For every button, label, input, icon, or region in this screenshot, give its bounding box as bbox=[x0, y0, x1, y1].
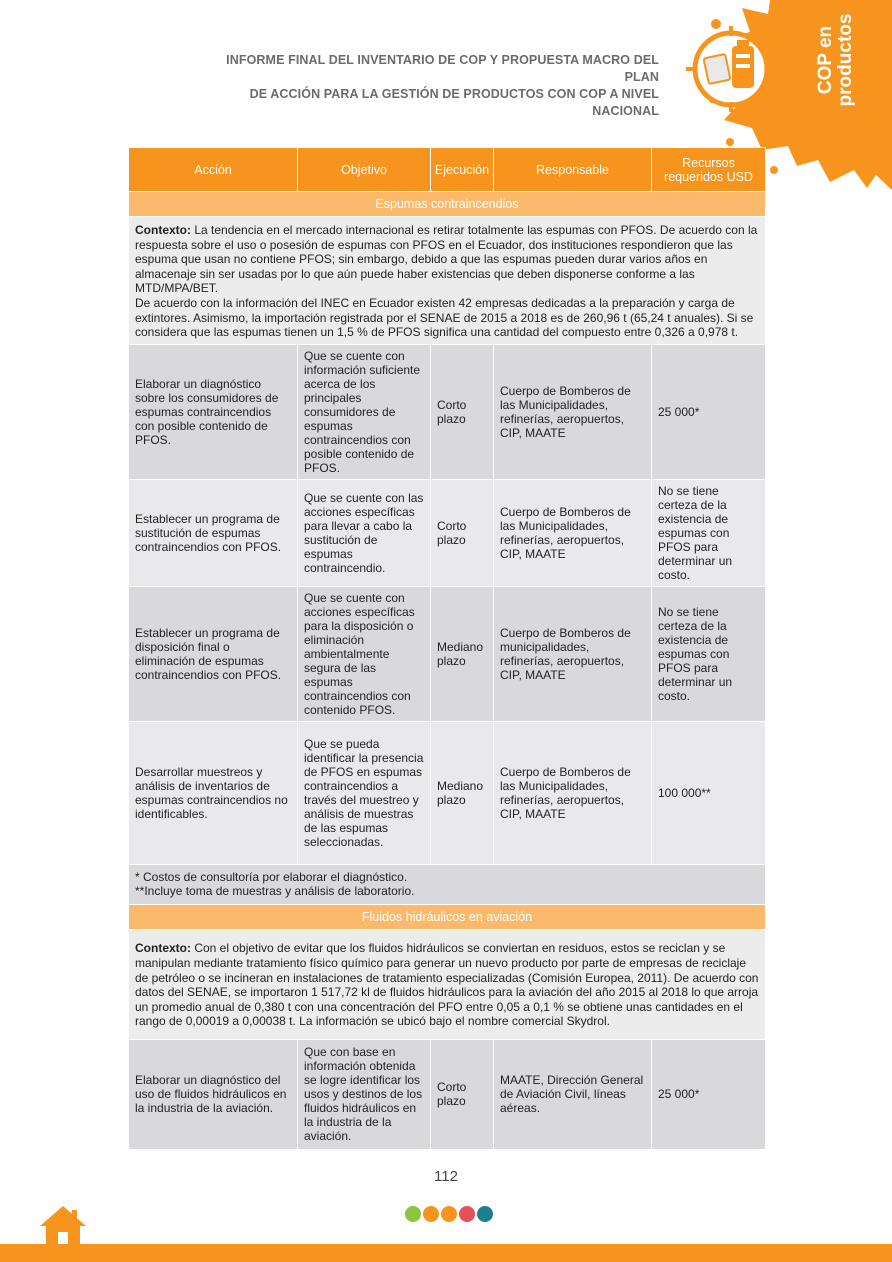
document-header-title bbox=[189, 52, 659, 120]
cell-ejecucion: Mediano plazo bbox=[431, 586, 494, 721]
table-row bbox=[129, 1039, 766, 1149]
footer-color-dots bbox=[405, 1206, 493, 1222]
cell-accion: Establecer un programa de disposición final o eliminación de espumas contraincendios con PFOS. bbox=[129, 586, 298, 721]
header-title-line2: DE ACCIÓN PARA LA GESTIÓN DE PRODUCTOS CON COP A NIVEL NACIONAL bbox=[249, 87, 659, 118]
cell-ejecucion: Mediano plazo bbox=[431, 721, 494, 864]
cell-accion: Establecer un programa de sustitución de espumas contraincendios con PFOS. bbox=[129, 479, 298, 586]
cell-responsable: MAATE, Dirección General de Aviación Civil, líneas aéreas. bbox=[494, 1039, 652, 1149]
cell-accion: Elaborar un diagnóstico sobre los consumidores de espumas contraincendios con posible contenido de PFOS. bbox=[129, 344, 298, 479]
footer-dot-green bbox=[405, 1206, 421, 1222]
cell-responsable: Cuerpo de Bomberos de las Municipalidades, refinerías, aeropuertos, CIP, MAATE bbox=[494, 344, 652, 479]
cell-objetivo: Que se cuente con información suficiente acerca de los principales consumidores de espumas contraincendios con posible contenido de PFOS. bbox=[298, 344, 431, 479]
footer-dot-orange bbox=[423, 1206, 439, 1222]
table-header-row bbox=[129, 148, 766, 192]
column-header-accion: Acción bbox=[129, 148, 298, 192]
cell-objetivo: Que se cuente con acciones específicas para la disposición o eliminación ambientalmente segura de las espumas contraincendios con contenido PFOS. bbox=[298, 586, 431, 721]
column-header-responsable: Responsable bbox=[494, 148, 652, 192]
header-title-line1: INFORME FINAL DEL INVENTARIO DE COP Y PROPUESTA MACRO DEL PLAN bbox=[226, 53, 659, 84]
cell-recursos: 25 000* bbox=[652, 344, 766, 479]
cell-responsable: Cuerpo de Bomberos de municipalidades, refinerías, aeropuertos, CIP, MAATE bbox=[494, 586, 652, 721]
footer-dot-red bbox=[459, 1206, 475, 1222]
footer-dot-teal bbox=[477, 1206, 493, 1222]
home-icon[interactable] bbox=[38, 1204, 88, 1246]
footer-orange-bar bbox=[0, 1244, 892, 1262]
cell-recursos: 100 000** bbox=[652, 721, 766, 864]
cell-ejecucion: Corto plazo bbox=[431, 1039, 494, 1149]
cell-recursos: No se tiene certeza de la existencia de espumas con PFOS para determinar un costo. bbox=[652, 586, 766, 721]
cell-responsable: Cuerpo de Bomberos de las Municipalidades, refinerías, aeropuertos, CIP, MAATE bbox=[494, 721, 652, 864]
column-header-ejecucion: Ejecución bbox=[431, 148, 494, 192]
table-row bbox=[129, 721, 766, 864]
context-text: La tendencia en el mercado internacional es retirar totalmente las espumas con PFOS. De acuerdo con la respuesta sobre el uso o posesión de espumas con PFOS en el Ecuador, dos instituciones respondieron que las espuma que usan no contiene PFOS; sin embargo, debido a que las espumas pueden durar varios años en almacenaje sin ser usadas por lo que aún puede haber existencias que deben disponerse conforme a las MTD/MPA/BET. bbox=[135, 223, 758, 296]
context-label: Contexto: bbox=[135, 941, 191, 956]
table-row bbox=[129, 479, 766, 586]
cell-accion: Elaborar un diagnóstico del uso de fluidos hidráulicos en la industria de la aviación. bbox=[129, 1039, 298, 1149]
context-row-fluidos bbox=[129, 929, 766, 1039]
column-header-objetivo: Objetivo bbox=[298, 148, 431, 192]
section-header-espumas: Espumas contraincendios bbox=[129, 192, 766, 217]
context-row-espumas bbox=[129, 217, 766, 345]
footer-dot-orange-2 bbox=[441, 1206, 457, 1222]
cell-ejecucion: Corto plazo bbox=[431, 344, 494, 479]
cell-ejecucion: Corto plazo bbox=[431, 479, 494, 586]
cell-recursos: No se tiene certeza de la existencia de espumas con PFOS para determinar un costo. bbox=[652, 479, 766, 586]
cell-recursos: 25 000* bbox=[652, 1039, 766, 1149]
table-row bbox=[129, 344, 766, 479]
cell-objetivo: Que se pueda identificar la presencia de PFOS en espumas contraincendios a través del muestreo y análisis de muestras de las espumas seleccionadas. bbox=[298, 721, 431, 864]
cop-products-badge-icon bbox=[684, 26, 778, 112]
cell-responsable: Cuerpo de Bomberos de las Municipalidades, refinerías, aeropuertos, CIP, MAATE bbox=[494, 479, 652, 586]
section-header-fluidos: Fluidos hidráulicos en aviación bbox=[129, 904, 766, 929]
page-number: 112 bbox=[434, 1168, 458, 1185]
footnote-2: **Incluye toma de muestras y análisis de laboratorio. bbox=[135, 884, 415, 899]
context-label: Contexto: bbox=[135, 223, 191, 237]
cop-en-productos-label: COP en productos bbox=[815, 13, 856, 107]
footnote-1: * Costos de consultoría por elaborar el diagnóstico. bbox=[135, 869, 408, 884]
table-row bbox=[129, 586, 766, 721]
cell-objetivo: Que con base en información obtenida se logre identificar los usos y destinos de los fluidos hidráulicos en la industria de la aviación. bbox=[298, 1039, 431, 1149]
column-header-recursos: Recursos requeridos USD bbox=[652, 148, 766, 192]
context-text-2: De acuerdo con la información del INEC en Ecuador existen 42 empresas dedicadas a la preparación y carga de extintores. Asimismo, la importación registrada por el SENAE de 2015 a 2018 es de 260,96 t (65,24 t anuales). Si se considera que las espumas tienen un 1,5 % de PFOS significa una cantidad del compuesto entre 0,326 a 0,978 t. bbox=[135, 295, 754, 340]
action-plan-table bbox=[128, 147, 766, 1150]
cell-objetivo: Que se cuente con las acciones específicas para llevar a cabo la sustitución de espumas contraincendio. bbox=[298, 479, 431, 586]
cell-accion: Desarrollar muestreos y análisis de inventarios de espumas contraincendios no identificables. bbox=[129, 721, 298, 864]
context-text: Con el objetivo de evitar que los fluidos hidráulicos se conviertan en residuos, estos se reciclan y se manipulan mediante tratamiento físico químico para generar un nuevo producto por parte de empresas de reciclaje de petróleo o se incineran en instalaciones de tratamiento especializadas (Comisión Europea, 2011). De acuerdo con datos del SENAE, se importaron 1 517,72 kl de fluidos hidráulicos para la aviación del año 2015 al 2018 lo que arroja un promedio anual de 0,380 t con una concentración del PFO entre 0,05 a 0,1 % se obtiene unas cantidades en el rango de 0,00019 a 0,00038 t. La información se ubicó bajo el nombre comercial Skydrol. bbox=[135, 941, 759, 1029]
table-footnote-row bbox=[129, 864, 766, 904]
